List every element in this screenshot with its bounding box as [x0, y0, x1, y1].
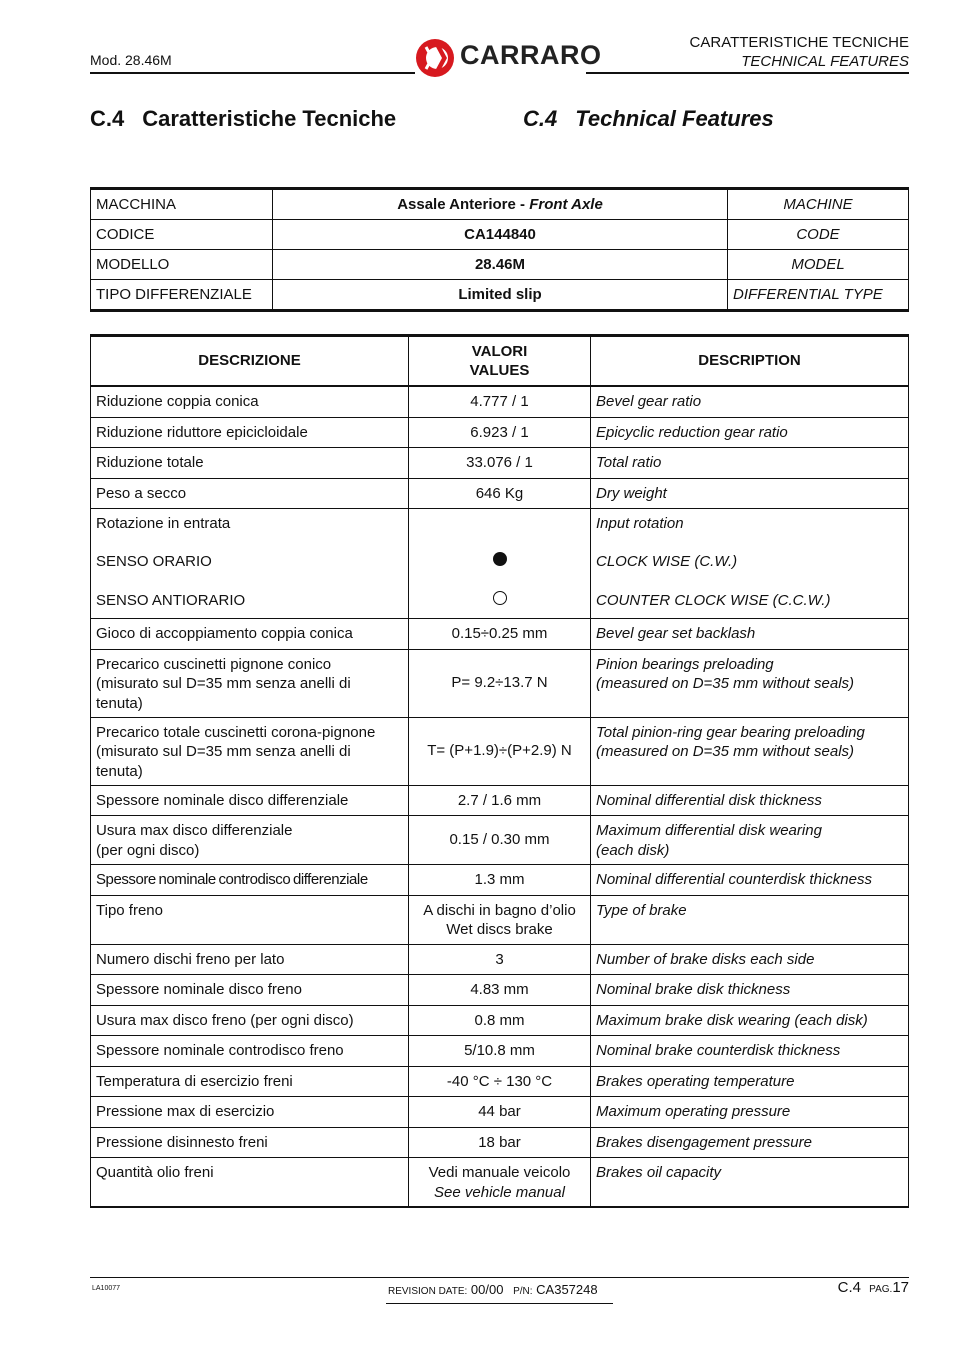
cell-it: Riduzione riduttore epicicloidale — [91, 417, 409, 448]
text-line: Wet discs brake — [446, 921, 553, 938]
cell-it: Pressione disinnesto freni — [91, 1127, 409, 1158]
text-line: (per ogni disco) — [96, 841, 200, 859]
page-label: PAG. — [869, 1284, 893, 1295]
cell-value: 5/10.8 mm — [409, 1036, 591, 1067]
cell-it — [91, 509, 409, 619]
header-rule-left — [90, 72, 415, 74]
title-text-it: Caratteristiche Tecniche — [142, 106, 397, 131]
cell-value — [409, 1158, 591, 1207]
cell-it: Spessore nominale controdisco differenziale — [91, 865, 409, 896]
cell-en: Maximum brake disk wearing (each disk) — [591, 1005, 909, 1036]
pn-label: P/N: — [513, 1286, 533, 1297]
text-line: Total pinion-ring gear bearing preloading — [596, 723, 865, 741]
label-en: DIFFERENTIAL TYPE — [728, 280, 909, 311]
cell-value: -40 °C ÷ 130 °C — [409, 1066, 591, 1097]
cell-it — [91, 649, 409, 717]
cell-en: Epicyclic reduction gear ratio — [591, 417, 909, 448]
cell-value: 18 bar — [409, 1127, 591, 1158]
table-row — [91, 1127, 909, 1158]
cell-en: Nominal differential disk thickness — [591, 785, 909, 816]
table-header-row — [91, 336, 909, 387]
title-number-en: C.4 — [523, 106, 558, 131]
section-title-it: CARATTERISTICHE TECNICHE — [689, 34, 909, 51]
value-cell — [273, 189, 728, 220]
table-row — [91, 1158, 909, 1207]
cell-it — [91, 717, 409, 785]
empty-circle-icon — [493, 591, 507, 605]
cell-it: Spessore nominale disco differenziale — [91, 785, 409, 816]
table-row — [91, 478, 909, 509]
footer-rule — [90, 1277, 909, 1278]
table-row — [91, 417, 909, 448]
cell-en: Brakes operating temperature — [591, 1066, 909, 1097]
cell-en: Maximum operating pressure — [591, 1097, 909, 1128]
cell-en — [591, 717, 909, 785]
text-line: See vehicle manual — [434, 1183, 565, 1201]
text-line: Usura max disco differenziale — [96, 822, 293, 839]
counterclockwise-label-en: COUNTER CLOCK WISE (C.C.W.) — [596, 592, 831, 609]
text-line: (misurato sul D=35 mm senza anelli di — [96, 675, 351, 692]
cell-value: T= (P+1.9)÷(P+2.9) N — [409, 717, 591, 785]
label-it: MODELLO — [91, 250, 273, 280]
cell-it: Usura max disco freno (per ogni disco) — [91, 1005, 409, 1036]
table-row — [91, 1066, 909, 1097]
header-values — [409, 336, 591, 387]
label-it: MACCHINA — [91, 189, 273, 220]
text-line: (each disk) — [596, 841, 670, 859]
filled-circle-icon — [493, 552, 507, 566]
revision-value: 00/00 — [470, 1282, 504, 1297]
header-description: DESCRIPTION — [591, 336, 909, 387]
cell-en: Nominal brake counterdisk thickness — [591, 1036, 909, 1067]
table-row — [91, 785, 909, 816]
rotation-label-en: Input rotation — [596, 515, 684, 532]
revision-underline — [386, 1303, 613, 1304]
cell-en — [591, 509, 909, 619]
cell-en — [591, 816, 909, 865]
cell-value: 6.923 / 1 — [409, 417, 591, 448]
title-number-it: C.4 — [90, 106, 125, 131]
cell-en: Brakes oil capacity — [591, 1158, 909, 1207]
cell-en — [591, 649, 909, 717]
table-row — [91, 189, 909, 220]
page-number — [838, 1279, 909, 1296]
cell-it: Tipo freno — [91, 895, 409, 944]
table-row — [91, 220, 909, 250]
cell-en: Total ratio — [591, 448, 909, 479]
cell-value — [409, 895, 591, 944]
table-row — [91, 865, 909, 896]
pn-value: CA357248 — [536, 1282, 598, 1297]
cell-en: Nominal differential counterdisk thickness — [591, 865, 909, 896]
rotation-label-it: Rotazione in entrata — [96, 515, 231, 532]
clockwise-label-it: SENSO ORARIO — [96, 553, 212, 570]
table-row — [91, 1097, 909, 1128]
text-line: (misurato sul D=35 mm senza anelli di — [96, 743, 351, 760]
cell-it: Numero dischi freno per lato — [91, 944, 409, 975]
cell-value — [409, 509, 591, 619]
machine-info-table — [90, 187, 909, 312]
cell-en: Bevel gear set backlash — [591, 619, 909, 650]
header-rule-right — [586, 72, 909, 74]
value-cell: 28.46M — [273, 250, 728, 280]
text-line: tenuta) — [96, 694, 143, 712]
table-row — [91, 944, 909, 975]
value-italic: Front Axle — [529, 195, 603, 213]
table-row — [91, 250, 909, 280]
clockwise-label-en: CLOCK WISE (C.W.) — [596, 553, 738, 570]
revision-label: REVISION DATE: — [388, 1286, 468, 1297]
text-line: Maximum differential disk wearing — [596, 822, 822, 839]
cell-value: P= 9.2÷13.7 N — [409, 649, 591, 717]
section-header — [690, 33, 909, 71]
model-label: Mod. 28.46M — [90, 52, 172, 68]
header-descrizione: DESCRIZIONE — [91, 336, 409, 387]
header-values-en: VALUES — [469, 362, 530, 379]
cell-value: 646 Kg — [409, 478, 591, 509]
label-it: CODICE — [91, 220, 273, 250]
title-text-en: Technical Features — [575, 106, 774, 131]
cell-en: Number of brake disks each side — [591, 944, 909, 975]
cell-value: 0.8 mm — [409, 1005, 591, 1036]
carraro-logo — [414, 36, 602, 80]
cell-value: 3 — [409, 944, 591, 975]
label-en: MODEL — [728, 250, 909, 280]
cell-it: Riduzione coppia conica — [91, 386, 409, 417]
cell-value: 2.7 / 1.6 mm — [409, 785, 591, 816]
cell-it: Pressione max di esercizio — [91, 1097, 409, 1128]
table-row — [91, 448, 909, 479]
table-row-rotation — [91, 509, 909, 619]
cell-value: 0.15 / 0.30 mm — [409, 816, 591, 865]
table-row — [91, 717, 909, 785]
cell-value: 44 bar — [409, 1097, 591, 1128]
cell-it: Gioco di accoppiamento coppia conica — [91, 619, 409, 650]
header-valori: VALORI — [471, 342, 528, 360]
table-row — [91, 386, 909, 417]
cell-it: Spessore nominale controdisco freno — [91, 1036, 409, 1067]
text-line: tenuta) — [96, 762, 143, 780]
cell-it — [91, 816, 409, 865]
cell-it: Spessore nominale disco freno — [91, 975, 409, 1006]
value-main: Assale Anteriore - — [397, 195, 530, 213]
page-value: 17 — [892, 1279, 909, 1296]
value-cell: Limited slip — [273, 280, 728, 311]
cell-it: Riduzione totale — [91, 448, 409, 479]
text-line: (measured on D=35 mm without seals) — [596, 743, 855, 760]
cell-en: Nominal brake disk thickness — [591, 975, 909, 1006]
label-en: CODE — [728, 220, 909, 250]
table-row — [91, 619, 909, 650]
cell-value: 1.3 mm — [409, 865, 591, 896]
cell-value: 4.777 / 1 — [409, 386, 591, 417]
cell-value: 33.076 / 1 — [409, 448, 591, 479]
page-title-it — [90, 106, 396, 132]
cell-en: Bevel gear ratio — [591, 386, 909, 417]
label-en: MACHINE — [728, 189, 909, 220]
table-row — [91, 649, 909, 717]
brand-name: CARRARO — [460, 40, 602, 70]
counterclockwise-label-it: SENSO ANTIORARIO — [96, 592, 246, 609]
document-code: LA10077 — [92, 1285, 121, 1292]
cell-en: Dry weight — [591, 478, 909, 509]
section-title-en: TECHNICAL FEATURES — [741, 53, 909, 70]
text-line: Vedi manuale veicolo — [428, 1164, 571, 1181]
carraro-logo-icon — [414, 37, 456, 79]
value-cell: CA144840 — [273, 220, 728, 250]
cell-it: Quantità olio freni — [91, 1158, 409, 1207]
text-line: Precarico cuscinetti pignone conico — [96, 655, 332, 673]
cell-value: 0.15÷0.25 mm — [409, 619, 591, 650]
technical-features-table — [90, 334, 909, 1208]
table-row — [91, 975, 909, 1006]
text-line: Pinion bearings preloading — [596, 655, 774, 673]
table-row — [91, 1036, 909, 1067]
text-line: Precarico totale cuscinetti corona-pignone — [96, 723, 376, 741]
cell-it: Temperatura di esercizio freni — [91, 1066, 409, 1097]
cell-en: Brakes disengagement pressure — [591, 1127, 909, 1158]
cell-en: Type of brake — [591, 895, 909, 944]
label-it: TIPO DIFFERENZIALE — [91, 280, 273, 311]
page-title-en — [523, 106, 774, 132]
table-row — [91, 816, 909, 865]
table-row — [91, 895, 909, 944]
text-line: A dischi in bagno d’olio — [423, 901, 576, 919]
text-line: (measured on D=35 mm without seals) — [596, 675, 855, 692]
footer-section: C.4 — [837, 1279, 861, 1296]
revision-info — [388, 1282, 598, 1297]
cell-value: 4.83 mm — [409, 975, 591, 1006]
cell-it: Peso a secco — [91, 478, 409, 509]
table-row — [91, 280, 909, 311]
table-row — [91, 1005, 909, 1036]
